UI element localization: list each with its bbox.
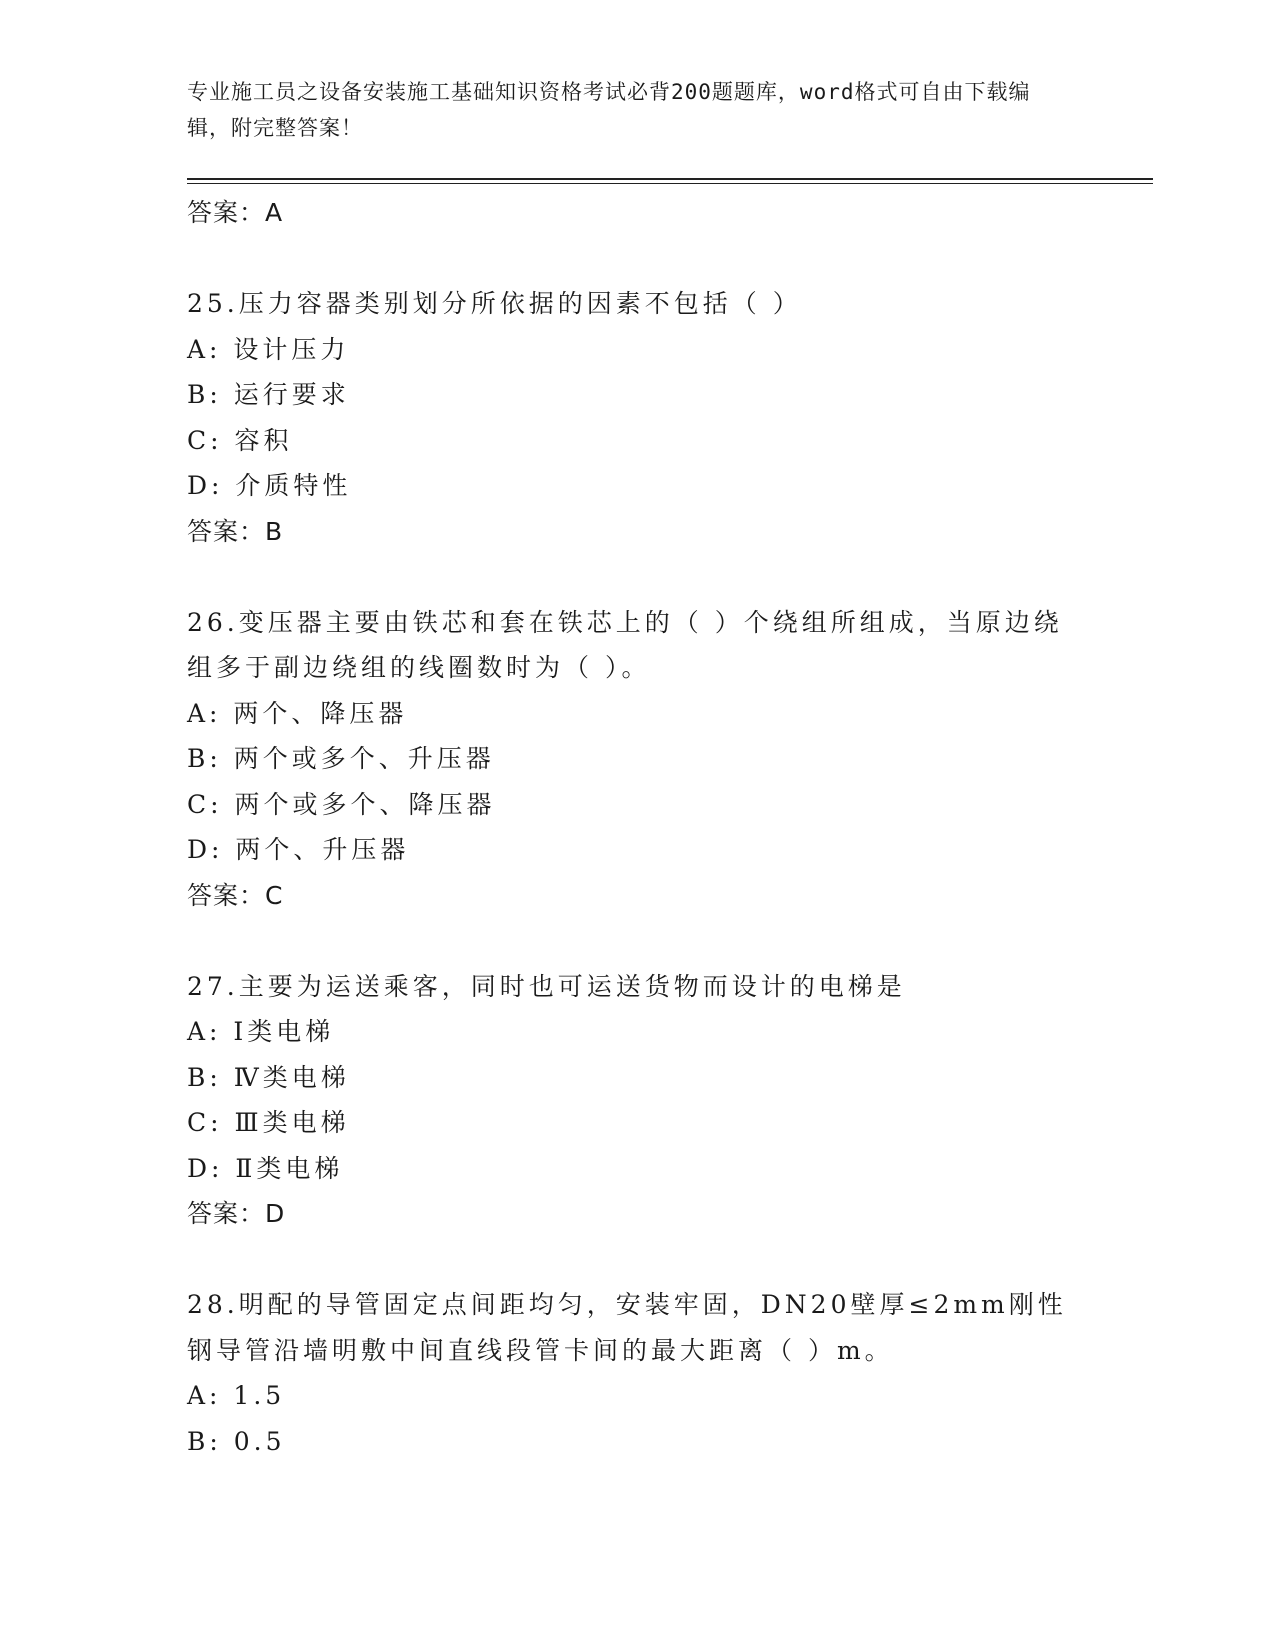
question-text: 26.变压器主要由铁芯和套在铁芯上的（ ）个绕组所组成，当原边绕组多于副边绕组的线圈数时为（ ）。 xyxy=(187,607,1063,682)
answer-line: 答案：D xyxy=(187,1199,286,1228)
option-d: D: Ⅱ类电梯 xyxy=(187,1153,344,1183)
header-divider xyxy=(187,178,1153,180)
question-text: 25.压力容器类别划分所依据的因素不包括（ ） xyxy=(187,289,802,318)
option-c: C: 容积 xyxy=(187,425,293,455)
header-divider-thin xyxy=(187,183,1153,184)
option-a: A: 设计压力 xyxy=(187,334,350,364)
header-title: 专业施工员之设备安装施工基础知识资格考试必背200题题库，word格式可自由下载编辑，附完整答案！ xyxy=(187,80,1031,140)
answer-line: 答案：A xyxy=(187,198,284,227)
option-d: D: 介质特性 xyxy=(187,471,352,500)
option-c: C: 两个或多个、降压器 xyxy=(187,789,496,819)
option-a: A: Ⅰ类电梯 xyxy=(187,1017,335,1046)
option-b: B: 运行要求 xyxy=(187,380,350,409)
answer-line: 答案：C xyxy=(187,880,284,910)
option-a: A: 两个、降压器 xyxy=(187,698,408,728)
option-b: B: Ⅳ类电梯 xyxy=(187,1062,350,1092)
option-c: C: Ⅲ类电梯 xyxy=(187,1108,350,1137)
question-text: 27.主要为运送乘客，同时也可运送货物而设计的电梯是 xyxy=(187,971,906,1001)
document-header xyxy=(187,74,1067,146)
option-d: D: 两个、升压器 xyxy=(187,835,410,864)
question-list xyxy=(187,190,1087,1464)
option-b: B: 两个或多个、升压器 xyxy=(187,744,495,773)
question-text: 28.明配的导管固定点间距均匀，安装牢固，DN20壁厚≤2mm刚性钢导管沿墙明敷中间直线段管卡间的最大距离（ ）m。 xyxy=(187,1290,1067,1365)
option-b: B: 0.5 xyxy=(187,1426,286,1456)
answer-line: 答案：B xyxy=(187,516,284,546)
option-a: A: 1.5 xyxy=(187,1381,286,1410)
